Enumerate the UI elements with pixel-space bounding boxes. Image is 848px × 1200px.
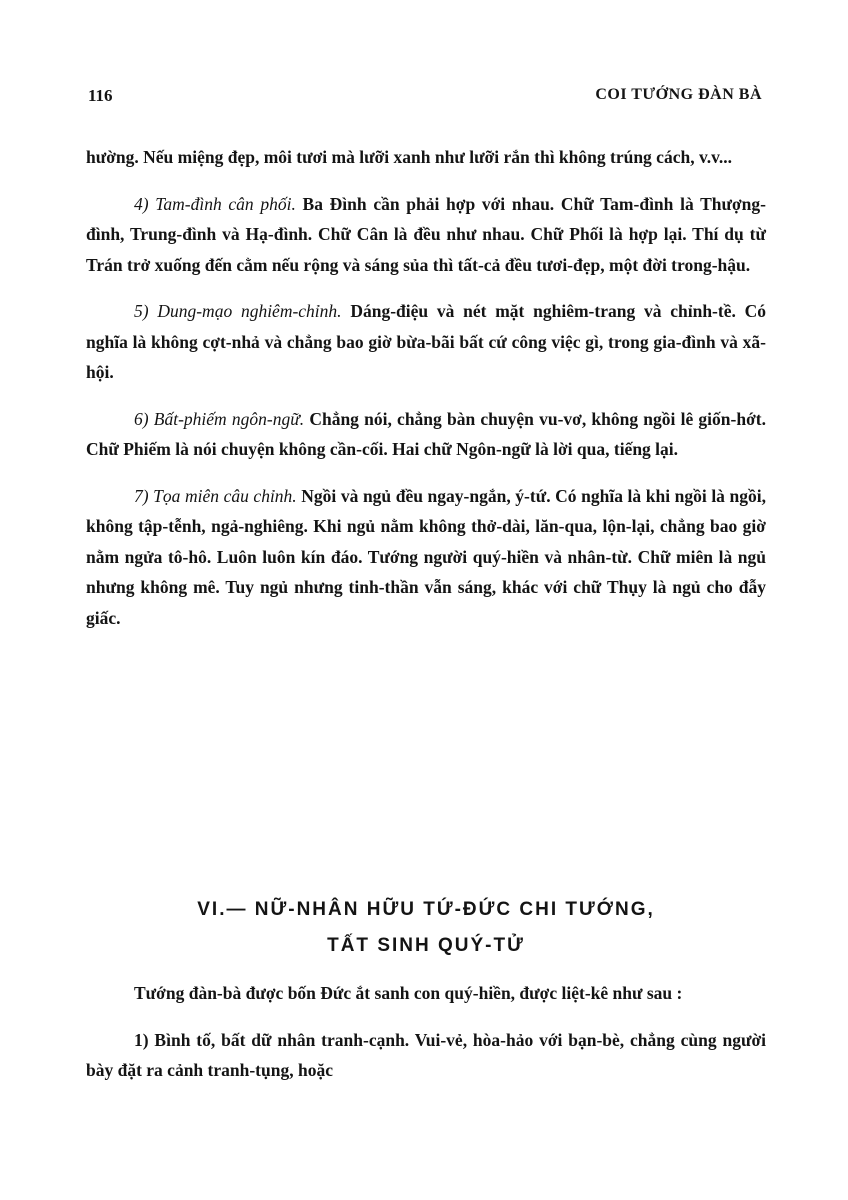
- paragraph-text: Chẳng nói, chẳng bàn chuyện vu-vơ, không ngồi lê giốn-hớt. Chữ Phiếm là nói chuyện không cần-cối. Hai chữ Ngôn-ngữ là lời qua, tiếng lại.: [86, 408, 766, 459]
- section-heading: [86, 892, 766, 964]
- paragraph-text: hường. Nếu miệng đẹp, môi tươi mà lưỡi xanh như lưỡi rắn thì không trúng cách, v.v...: [86, 147, 733, 167]
- page-number: 116: [88, 86, 113, 105]
- paragraph-item-5: [86, 296, 766, 388]
- item-heading: 7) Tọa miên câu chỉnh.: [134, 485, 297, 506]
- paragraph-text: Vui-vẻ, hòa-hảo với bạn-bè, chẳng cùng người bày đặt ra cảnh tranh-tụng, hoặc: [86, 1029, 766, 1080]
- section-item-1: [86, 1025, 766, 1086]
- section-title-line-1: VI.— NỮ-NHÂN HỮU TỨ-ĐỨC CHI TƯỚNG,: [197, 899, 655, 920]
- paragraph-item-4: [86, 189, 766, 281]
- section-title-line-2: TẤT SINH QUÝ-TỬ: [327, 935, 525, 956]
- item-heading: 5) Dung-mạo nghiêm-chỉnh.: [134, 301, 342, 321]
- body-text: [86, 142, 766, 633]
- paragraph-text: Ngồi và ngủ đều ngay-ngắn, ý-tứ. Có nghĩa là khi ngồi là ngồi, không tập-tễnh, ngả-nghiêng. Khi ngủ nằm không thở-dài, lăn-qua, lộn-lại, chẳng bao giờ nằm ngửa tô-hô. Luôn luôn kín đáo. Tướng người quý-hiền và nhân-từ. Chữ miên là ngủ nhưng không mê. Tuy ngủ nhưng tinh-thần vẫn sáng, khác với chữ Thụy là ngủ cho đẫy giấc.: [86, 485, 766, 628]
- item-heading: 6) Bất-phiếm ngôn-ngữ.: [134, 408, 305, 429]
- paragraph-item-7: [86, 481, 766, 634]
- paragraph-text: Ba Đình cần phải hợp với nhau. Chữ Tam-đình là Thượng-đình, Trung-đình và Hạ-đình. Chữ Cân là đều như nhau. Chữ Phối là hợp lại. Thí dụ từ Trán trở xuống đến cằm nếu rộng và sáng sủa thì tất-cả đều tươi-đẹp, một đời trong-hậu.: [86, 193, 766, 275]
- paragraph-item-6: [86, 404, 766, 465]
- section-body: [86, 978, 766, 1102]
- item-heading: 1) Bình tố, bất dữ nhân tranh-cạnh.: [134, 1029, 410, 1050]
- section-intro: Tướng đàn-bà được bốn Đức ắt sanh con quý-hiền, được liệt-kê như sau :: [134, 983, 683, 1003]
- running-title: COI TƯỚNG ĐÀN BÀ: [595, 86, 762, 103]
- item-heading: 4) Tam-đình cân phối.: [134, 193, 296, 214]
- paragraph-continuation: [86, 142, 766, 173]
- paragraph-text: Dáng-điệu và nét mặt nghiêm-trang và chỉnh-tề. Có nghĩa là không cợt-nhả và chẳng bao giờ bừa-bãi bất cứ công việc gì, trong gia-đình và xã-hội.: [86, 301, 767, 382]
